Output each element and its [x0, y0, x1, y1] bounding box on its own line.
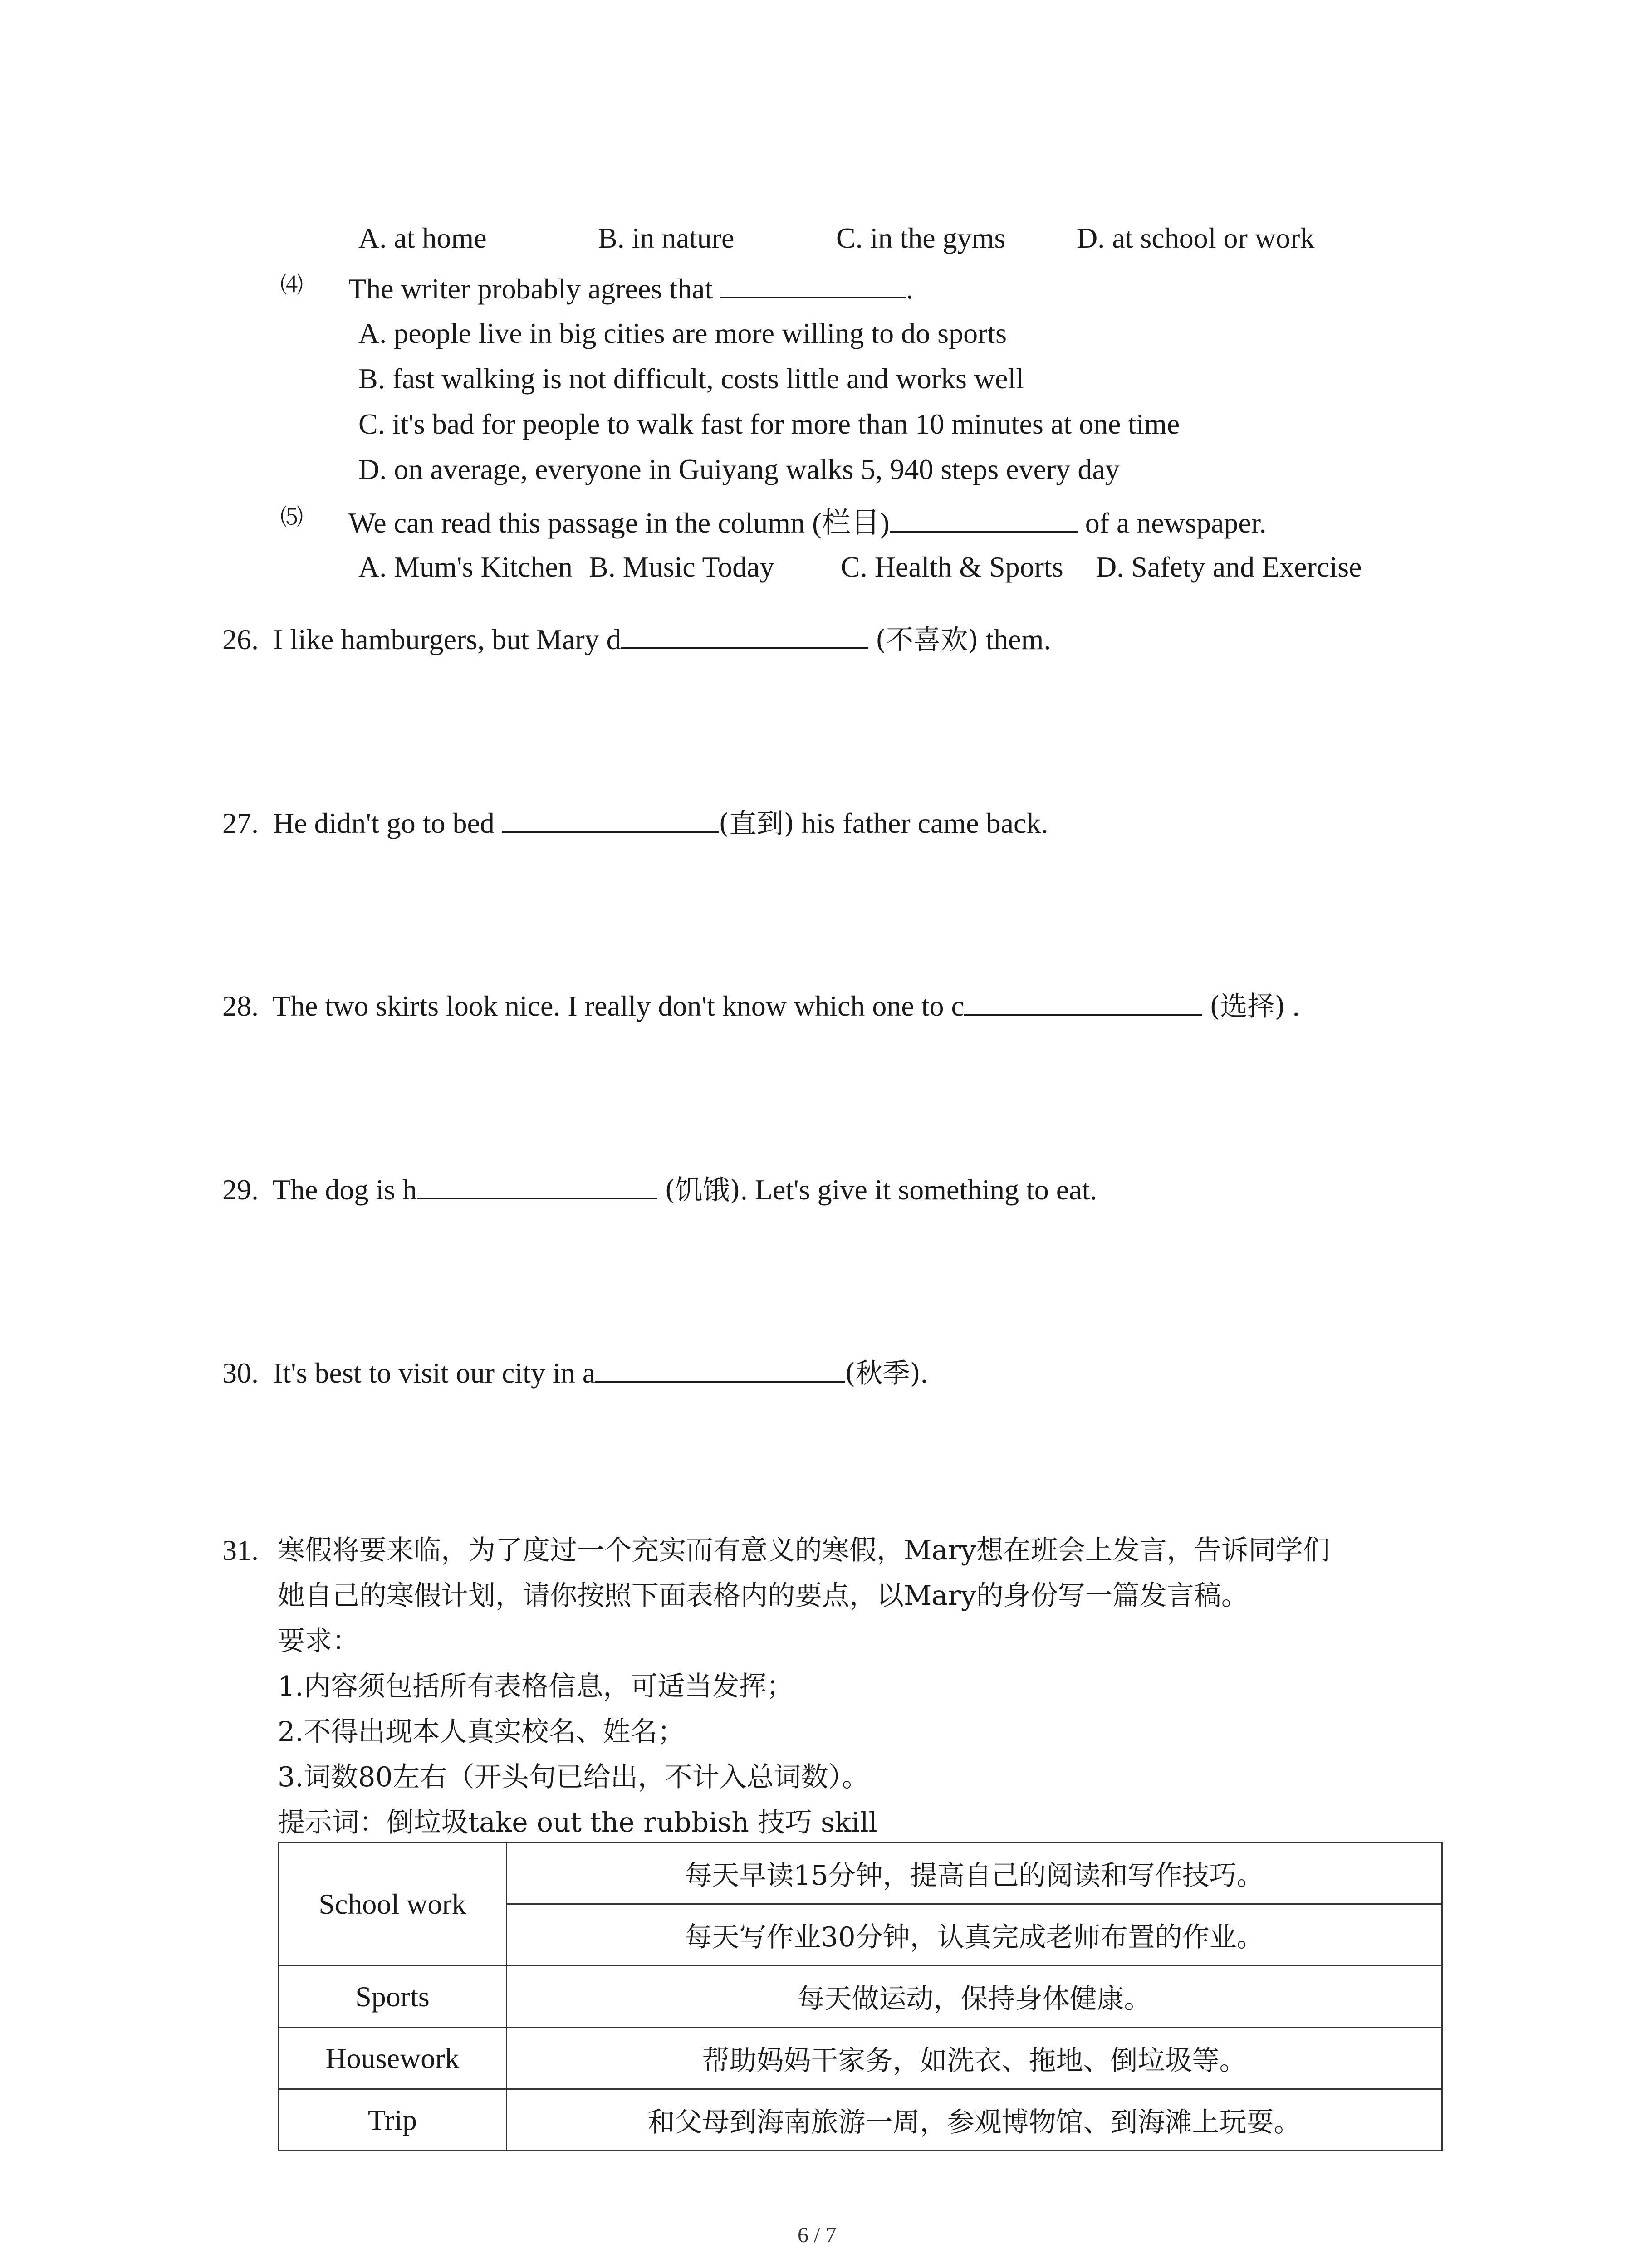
school-work-item-2: 每天写作业30分钟，认真完成老师布置的作业。 — [507, 1904, 1442, 1966]
q30-blank — [595, 1353, 845, 1383]
q4-option-a: A. people live in big cities are more willing to do sports — [358, 317, 1007, 349]
q26-blank — [621, 619, 868, 649]
q4-number: ⑷ — [280, 272, 303, 298]
q31-requirement-3: 3.词数80左右（开头句已给出，不计入总词数）。 — [278, 1761, 869, 1793]
q5-option-d: D. Safety and Exercise — [1096, 551, 1362, 583]
q31-requirement-2: 2.不得出现本人真实校名、姓名； — [278, 1716, 685, 1748]
row-header-housework: Housework — [279, 2028, 507, 2089]
q4-blank — [720, 269, 906, 298]
school-work-item-1: 每天早读15分钟，提高自己的阅读和写作技巧。 — [507, 1843, 1442, 1904]
q28-blank — [964, 986, 1202, 1016]
table-row — [279, 2028, 1442, 2089]
table-row — [279, 2089, 1442, 2151]
q3-option-d: D. at school or work — [1077, 222, 1315, 254]
plan-table — [278, 1842, 1443, 2151]
row-header-school-work: School work — [279, 1843, 507, 1966]
question-28: 28. The two skirts look nice. I really don't know which one to c (选择) . — [222, 986, 1300, 1025]
q4-option-c: C. it's bad for people to walk fast for more than 10 minutes at one time — [358, 408, 1180, 440]
q3-option-c: C. in the gyms — [836, 222, 1006, 254]
q3-option-b: B. in nature — [598, 222, 735, 254]
table-row — [279, 1966, 1442, 2028]
q31-tips: 提示词：倒垃圾take out the rubbish 技巧 skill — [278, 1807, 877, 1838]
q5-stem: We can read this passage in the column (栏目) of a newspaper. — [348, 503, 1267, 541]
q31-number: 31. — [222, 1534, 259, 1566]
row-header-trip: Trip — [279, 2089, 507, 2151]
q31-line1: 寒假将要来临，为了度过一个充实而有意义的寒假，Mary想在班会上发言，告诉同学们 — [278, 1535, 1330, 1566]
question-26: 26. I like hamburgers, but Mary d (不喜欢) them. — [222, 619, 1051, 658]
housework-item: 帮助妈妈干家务，如洗衣、拖地、倒垃圾等。 — [507, 2028, 1442, 2089]
page-number: 6 / 7 — [798, 2223, 837, 2247]
trip-item: 和父母到海南旅游一周，参观博物馆、到海滩上玩耍。 — [507, 2089, 1442, 2151]
q31-requirement-1: 1.内容须包括所有表格信息，可适当发挥； — [278, 1671, 794, 1702]
q31-line2: 她自己的寒假计划，请你按照下面表格内的要点，以Mary的身份写一篇发言稿。 — [278, 1580, 1249, 1612]
q4-option-d: D. on average, everyone in Guiyang walks 5, 940 steps every day — [358, 453, 1120, 485]
q5-option-b: B. Music Today — [589, 551, 774, 583]
question-29: 29. The dog is h (饥饿). Let's give it something to eat. — [222, 1169, 1097, 1208]
sports-item: 每天做运动，保持身体健康。 — [507, 1966, 1442, 2028]
question-27: 27. He didn't go to bed (直到) his father came back. — [222, 803, 1048, 842]
q4-stem: The writer probably agrees that . — [348, 269, 913, 307]
q31-requirements-title: 要求： — [278, 1625, 359, 1657]
question-30: 30. It's best to visit our city in a (秋季). — [222, 1353, 928, 1392]
q3-option-a: A. at home — [358, 222, 487, 254]
q4-option-b: B. fast walking is not difficult, costs little and works well — [358, 362, 1024, 395]
row-header-sports: Sports — [279, 1966, 507, 2028]
q5-option-a: A. Mum's Kitchen — [358, 551, 573, 583]
q5-option-c: C. Health & Sports — [841, 551, 1063, 583]
q29-blank — [417, 1169, 657, 1199]
q5-number: ⑸ — [280, 504, 303, 530]
table-row — [279, 1843, 1442, 1904]
q5-blank — [890, 503, 1078, 533]
q27-blank — [502, 803, 719, 833]
